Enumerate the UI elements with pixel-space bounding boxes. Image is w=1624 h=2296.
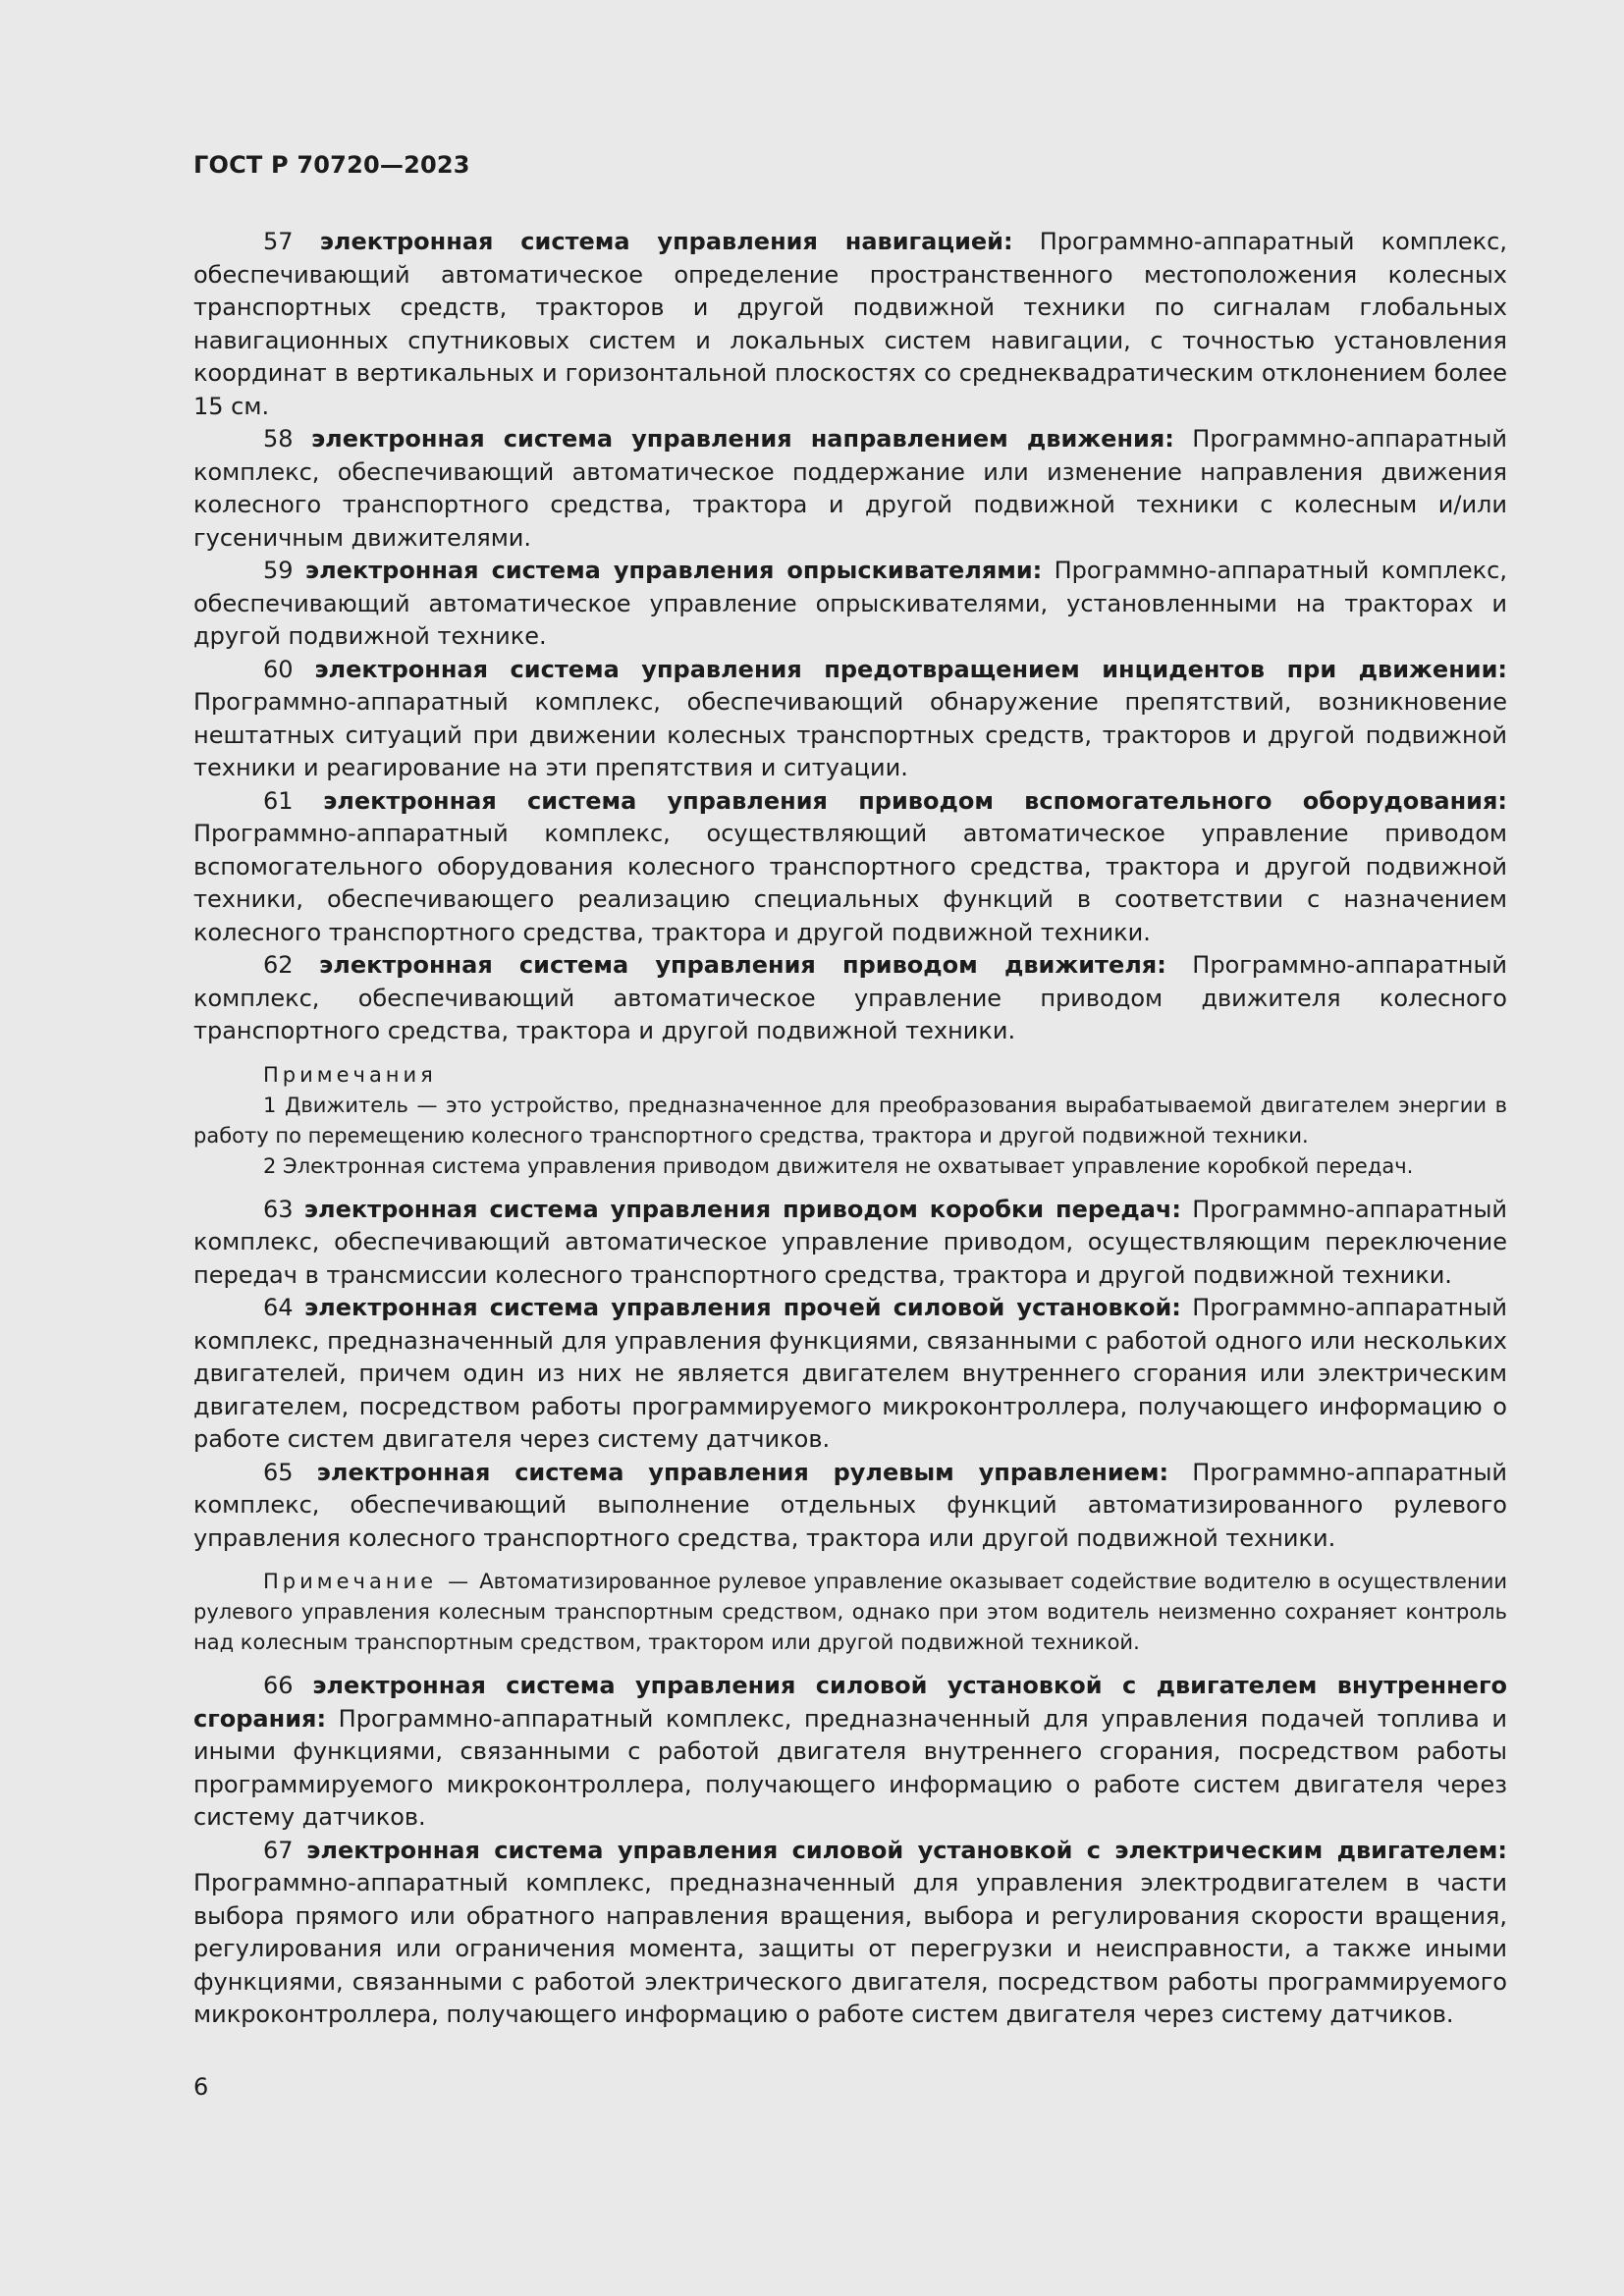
term-definition: Программно-аппаратный комплекс, обеспечивающий автоматическое управление опрыскивателями, установленными на тракторах и другой подвижной технике.	[193, 557, 1507, 650]
term-entry	[193, 1194, 1507, 1293]
term-definition: Программно-аппаратный комплекс, обеспечивающий выполнение отдельных функций автоматизированного рулевого управления колесного транспортного средства, трактора или другой подвижной техники.	[193, 1458, 1507, 1552]
page-number: 6	[193, 2073, 209, 2101]
term-definition: Программно-аппаратный комплекс, осуществляющий автоматическое управление приводом вспомогательного оборудования колесного транспортного средства, трактора и другой подвижной техники, обеспечивающего реализацию специальных функций в соответствии с назначением колесного транспортного средства, трактора и другой подвижной техники.	[193, 820, 1507, 946]
page-content	[193, 226, 1507, 2032]
note-item	[193, 1567, 1507, 1658]
term-number: 59	[263, 557, 294, 584]
term-number: 64	[263, 1294, 294, 1321]
note-text: Автоматизированное рулевое управление оказывает содействие водителю в осуществлении рулевого управления колесным транспортным средством, однако при этом водитель неизменно сохраняет контроль над колесным транспортным средством, трактором или другой подвижной техникой.	[193, 1570, 1507, 1654]
term-entry	[193, 1457, 1507, 1556]
term-number: 62	[263, 951, 294, 979]
term-title: электронная система управления прочей силовой установкой:	[303, 1294, 1181, 1321]
notes-block	[193, 1060, 1507, 1182]
term-title: электронная система управления приводом коробки передач:	[303, 1195, 1182, 1223]
term-title: электронная система управления опрыскивателями:	[304, 557, 1043, 584]
term-entry	[193, 785, 1507, 950]
term-definition: Программно-аппаратный комплекс, предназначенный для управления функциями, связанными с работой одного или нескольких двигателей, причем один из них не является двигателем внутреннего сгорания или электрическим двигателем, посредством работы программируемого микроконтроллера, получающего информацию о работе систем двигателя через систему датчиков.	[193, 1294, 1507, 1453]
term-title: электронная система управления силовой установкой с двигателем внутреннего сгорания:	[193, 1672, 1507, 1733]
term-title: электронная система управления приводом движителя:	[319, 951, 1166, 979]
term-title: электронная система управления рулевым управлением:	[316, 1458, 1169, 1486]
term-definition: Программно-аппаратный комплекс, предназначенный для управления подачей топлива и иными функциями, связанными с работой двигателя внутреннего сгорания, посредством работы программируемого микроконтроллера, получающего информацию о работе систем двигателя через систему датчиков.	[193, 1704, 1507, 1831]
note-label: Примечание —	[263, 1570, 473, 1593]
term-entry	[193, 1670, 1507, 1835]
term-title: электронная система управления навигацией:	[319, 228, 1013, 255]
term-entry	[193, 226, 1507, 423]
note-item: 2 Электронная система управления приводом движителя не охватывает управление коробкой передач.	[263, 1153, 1414, 1178]
term-title: электронная система управления предотвращением инцидентов при движении:	[314, 655, 1507, 683]
document-header: ГОСТ Р 70720—2023	[193, 151, 470, 179]
term-title: электронная система управления силовой установкой с электрическим двигателем:	[306, 1836, 1507, 1864]
term-entry	[193, 423, 1507, 555]
term-number: 60	[263, 655, 294, 683]
term-entry	[193, 654, 1507, 785]
term-entry	[193, 555, 1507, 654]
term-number: 67	[263, 1836, 294, 1864]
term-number: 63	[263, 1195, 294, 1223]
term-number: 58	[263, 425, 294, 453]
term-definition: Программно-аппаратный комплекс, обеспечивающий автоматическое поддержание или изменение направления движения колесного транспортного средства, трактора и другой подвижной техники с колесным и/или гусеничным движителями.	[193, 425, 1507, 552]
term-title: электронная система управления направлением движения:	[310, 425, 1174, 453]
term-entry	[193, 949, 1507, 1048]
term-number: 57	[263, 228, 294, 255]
term-number: 66	[263, 1672, 294, 1699]
term-title: электронная система управления приводом вспомогательного оборудования:	[323, 786, 1507, 815]
term-definition: Программно-аппаратный комплекс, обеспечивающий автоматическое управление приводом, осуществляющим переключение передач в трансмиссии колесного транспортного средства, трактора и другой подвижной техники.	[193, 1195, 1507, 1289]
note-item: 1 Движитель — это устройство, предназначенное для преобразования вырабатываемой двигателем энергии в работу по перемещению колесного транспортного средства, трактора и другой подвижной техники.	[193, 1093, 1507, 1148]
term-definition: Программно-аппаратный комплекс, обеспечивающий обнаружение препятствий, возникновение нештатных ситуаций при движении колесных транспортных средств, тракторов и другой подвижной техники и реагирование на эти препятствия и ситуации.	[193, 688, 1507, 781]
term-number: 65	[263, 1458, 294, 1486]
term-entry	[193, 1292, 1507, 1457]
notes-label: Примечания	[263, 1062, 437, 1087]
note-block	[193, 1567, 1507, 1658]
term-entry	[193, 1835, 1507, 2032]
term-definition: Программно-аппаратный комплекс, обеспечивающий автоматическое управление приводом движителя колесного транспортного средства, трактора и другой подвижной техники.	[193, 951, 1507, 1044]
term-definition: Программно-аппаратный комплекс, обеспечивающий автоматическое определение пространственного местоположения колесных транспортных средств, тракторов и другой подвижной техники по сигналам глобальных навигационных спутниковых систем и локальных систем навигации, с точностью установления координат в вертикальных и горизонтальной плоскостях со среднеквадратическим отклонением более 15 см.	[193, 228, 1507, 420]
term-number: 61	[263, 786, 294, 815]
term-definition: Программно-аппаратный комплекс, предназначенный для управления электродвигателем в части выбора прямого или обратного направления вращения, выбора и регулирования скорости вращения, регулирования или ограничения момента, защиты от перегрузки и неисправности, а также иными функциями, связанными с работой электрического двигателя, посредством работы программируемого микроконтроллера, получающего информацию о работе систем двигателя через систему датчиков.	[193, 1869, 1507, 2028]
